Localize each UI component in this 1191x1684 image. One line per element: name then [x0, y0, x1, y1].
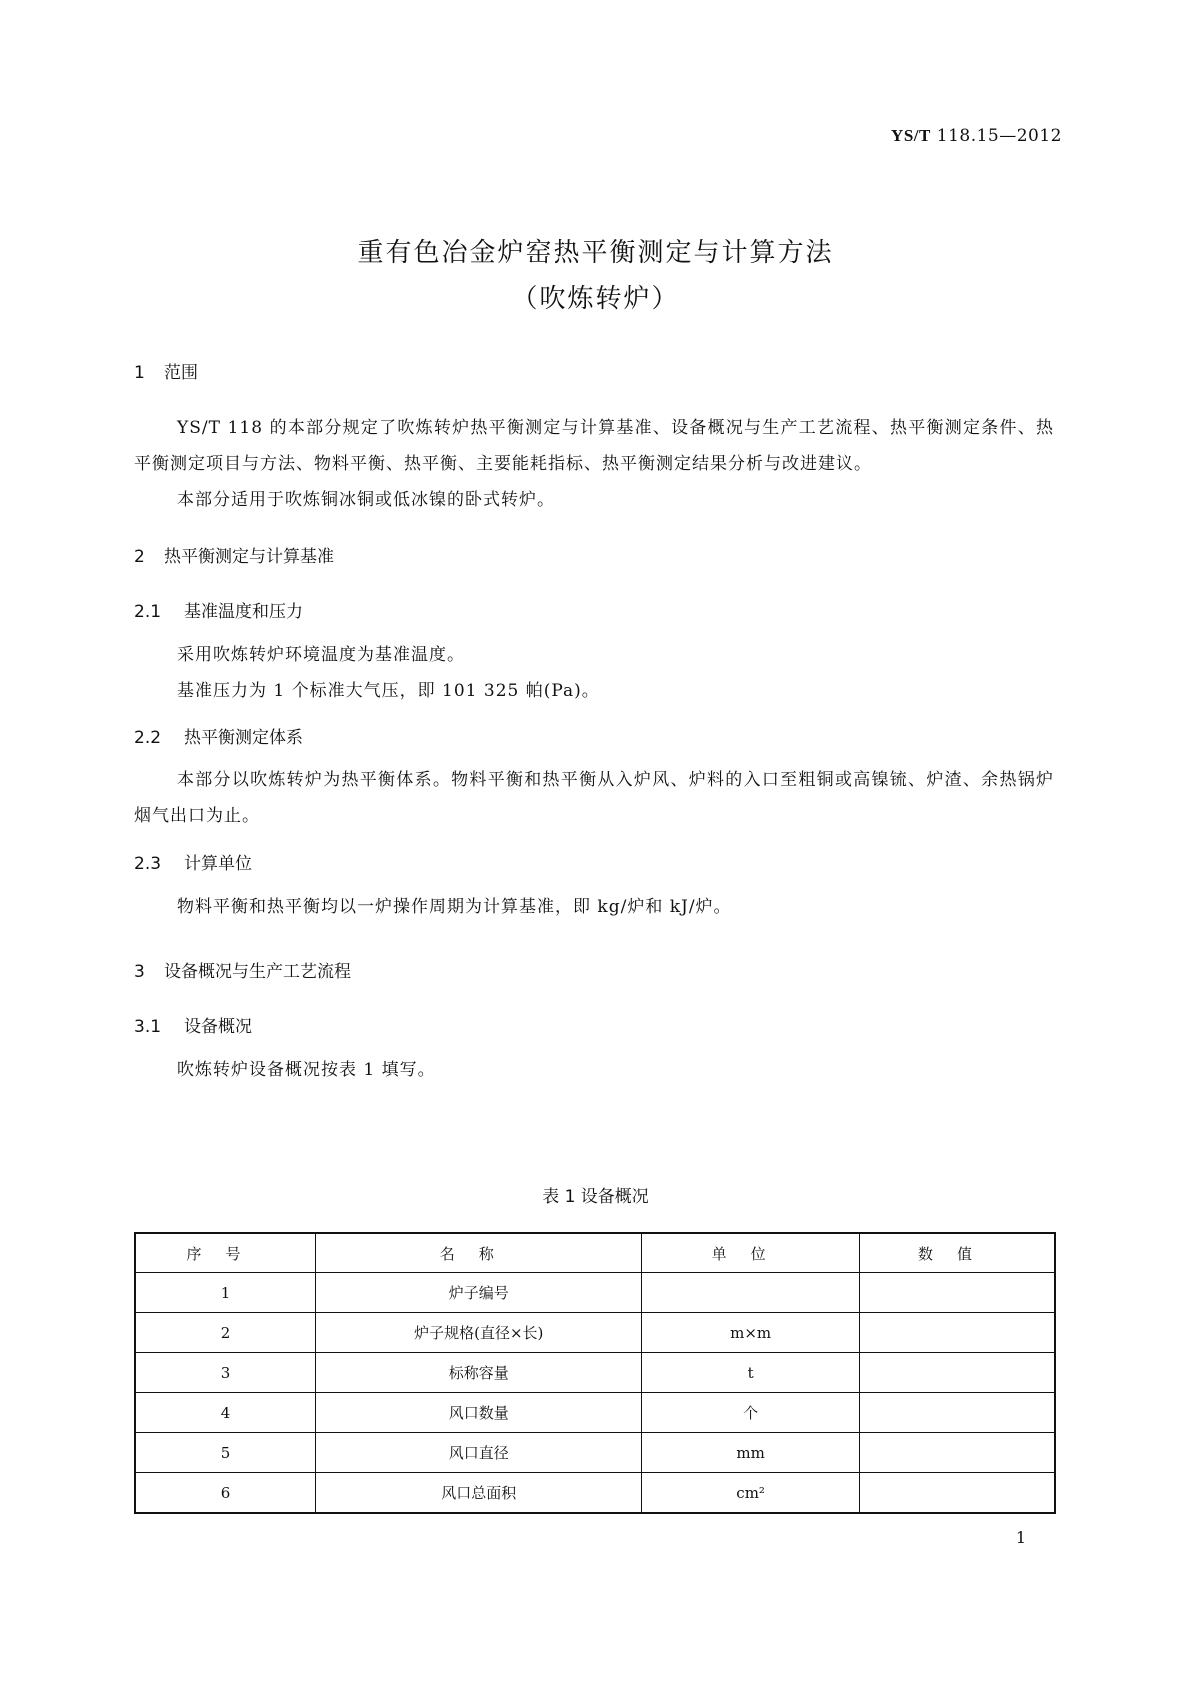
table-cell: 风口数量 — [316, 1393, 642, 1433]
section-title: 热平衡测定与计算基准 — [164, 547, 334, 567]
table-cell: 3 — [135, 1353, 316, 1393]
section-1-paragraph-2: 本部分适用于吹炼铜冰铜或低冰镍的卧式转炉。 — [177, 490, 555, 510]
table-cell: 炉子规格(直径×长) — [316, 1313, 642, 1353]
section-title: 设备概况与生产工艺流程 — [164, 962, 351, 982]
column-header: 序号 — [135, 1233, 316, 1273]
section-number: 2.1 — [134, 602, 162, 622]
table-cell: 2 — [135, 1313, 316, 1353]
table-cell: 标称容量 — [316, 1353, 642, 1393]
section-3-1-paragraph-1: 吹炼转炉设备概况按表 1 填写。 — [177, 1060, 436, 1080]
table-cell — [859, 1433, 1055, 1473]
table-cell — [859, 1313, 1055, 1353]
section-1-heading — [134, 358, 198, 383]
table-header-row — [135, 1233, 1055, 1273]
table-cell — [859, 1393, 1055, 1433]
section-title: 范围 — [164, 363, 198, 383]
section-title: 基准温度和压力 — [184, 602, 303, 622]
table-cell: t — [642, 1353, 860, 1393]
column-header: 数值 — [859, 1233, 1055, 1273]
section-number: 3 — [134, 962, 145, 982]
table-cell — [859, 1353, 1055, 1393]
table-cell: 炉子编号 — [316, 1273, 642, 1313]
table-row — [135, 1353, 1055, 1393]
equipment-table — [134, 1232, 1056, 1514]
table-cell: 6 — [135, 1473, 316, 1514]
table-cell — [642, 1273, 860, 1313]
table-title: 表 1 设备概况 — [542, 1187, 649, 1207]
standard-number — [891, 126, 1062, 146]
table-cell: m×m — [642, 1313, 860, 1353]
section-number: 2.2 — [134, 728, 162, 748]
section-2-2-paragraph-1: 本部分以吹炼转炉为热平衡体系。物料平衡和热平衡从入炉风、炉料的入口至粗铜或高镍锍、炉渣、余热锅炉烟气出口为止。 — [134, 770, 1054, 826]
table-row — [135, 1273, 1055, 1313]
document-subtitle: （吹炼转炉） — [511, 284, 680, 314]
table-row — [135, 1473, 1055, 1514]
table-cell: 风口总面积 — [316, 1473, 642, 1514]
section-number: 2 — [134, 547, 145, 567]
table-cell: 风口直径 — [316, 1433, 642, 1473]
column-header: 名称 — [316, 1233, 642, 1273]
section-1-paragraph-1: YS/T 118 的本部分规定了吹炼转炉热平衡测定与计算基准、设备概况与生产工艺流程、热平衡测定条件、热平衡测定项目与方法、物料平衡、热平衡、主要能耗指标、热平衡测定结果分析与改进建议。 — [134, 418, 1054, 474]
standard-code: 118.15—2012 — [936, 126, 1062, 146]
section-2-3-heading — [134, 849, 252, 874]
section-3-heading — [134, 957, 351, 982]
section-title: 设备概况 — [184, 1017, 252, 1037]
section-number: 1 — [134, 363, 145, 383]
table-cell — [859, 1273, 1055, 1313]
table-cell: 4 — [135, 1393, 316, 1433]
table-cell: 5 — [135, 1433, 316, 1473]
table-cell: cm² — [642, 1473, 860, 1514]
standard-prefix: YS/T — [891, 126, 931, 145]
section-3-1-heading — [134, 1012, 252, 1037]
section-number: 3.1 — [134, 1017, 162, 1037]
section-title: 热平衡测定体系 — [184, 728, 303, 748]
table-row — [135, 1393, 1055, 1433]
section-2-heading — [134, 542, 334, 567]
table-cell: 个 — [642, 1393, 860, 1433]
section-2-1-heading — [134, 597, 303, 622]
table-row — [135, 1433, 1055, 1473]
section-2-2-heading — [134, 723, 303, 748]
section-2-1-paragraph-1: 采用吹炼转炉环境温度为基准温度。 — [177, 645, 465, 665]
column-header: 单位 — [642, 1233, 860, 1273]
table-cell: mm — [642, 1433, 860, 1473]
section-number: 2.3 — [134, 854, 162, 874]
page-number: 1 — [1015, 1528, 1026, 1547]
table-cell — [859, 1473, 1055, 1514]
table-cell: 1 — [135, 1273, 316, 1313]
section-2-3-paragraph-1: 物料平衡和热平衡均以一炉操作周期为计算基准，即 kg/炉和 kJ/炉。 — [177, 897, 732, 917]
section-2-1-paragraph-2: 基准压力为 1 个标准大气压，即 101 325 帕(Pa)。 — [177, 681, 600, 701]
table-row — [135, 1313, 1055, 1353]
section-title: 计算单位 — [184, 854, 252, 874]
document-title: 重有色冶金炉窑热平衡测定与计算方法 — [357, 238, 834, 268]
